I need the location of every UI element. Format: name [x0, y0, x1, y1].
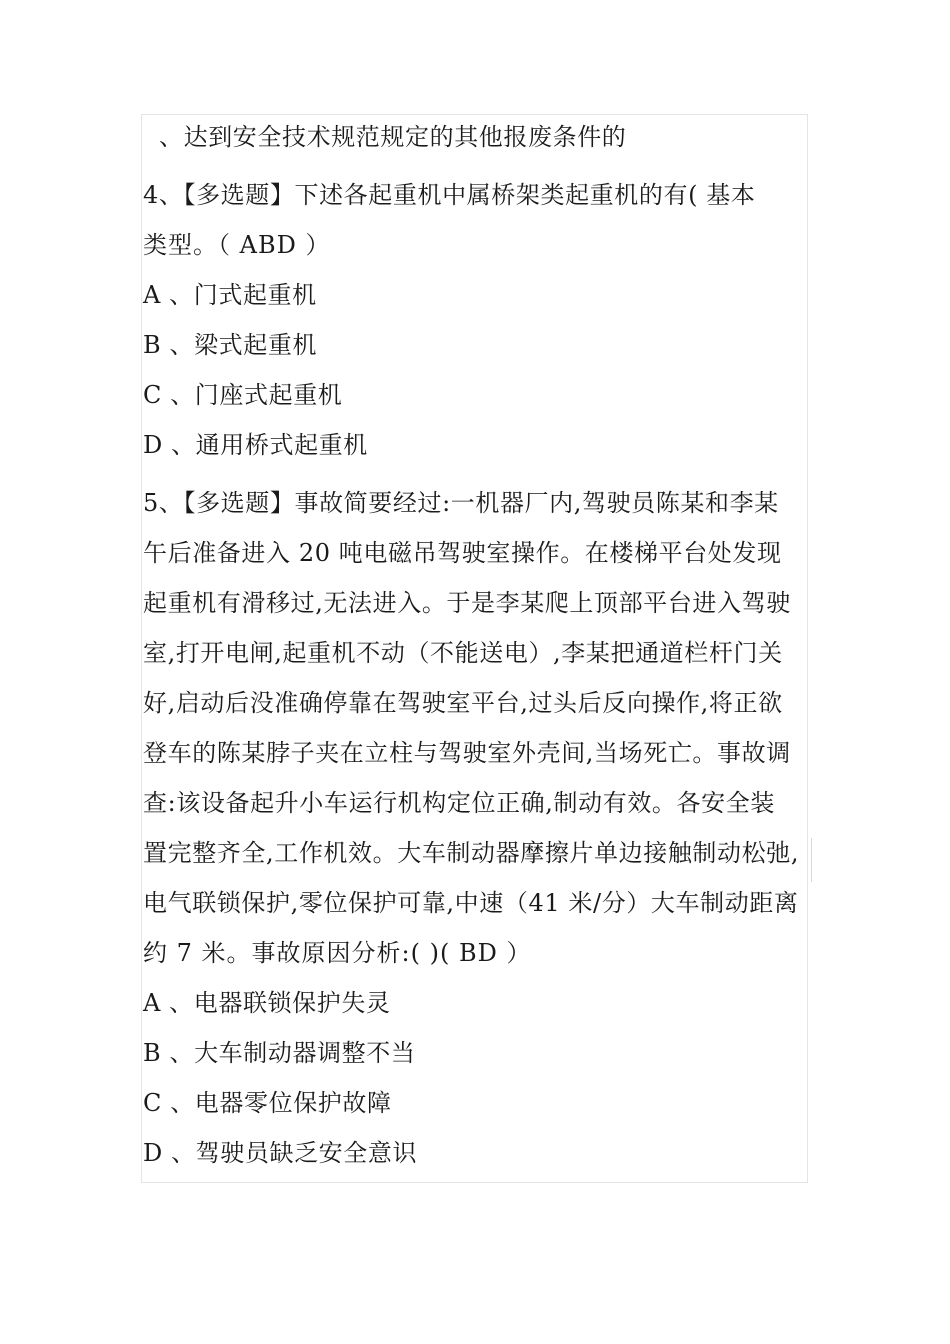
document-body: [143, 112, 807, 1178]
question-5-answer: 约 7 米。事故原因分析:( )( BD ）: [143, 939, 532, 967]
question-5-option-c: C 、电器零位保护故障: [143, 1089, 392, 1117]
option-line: 、达到安全技术规范规定的其他报废条件的: [159, 123, 627, 151]
question-4-stem: 4、【多选题】下述各起重机中属桥架类起重机的有( 基本: [143, 181, 756, 209]
question-5-stem: 午后准备进入 20 吨电磁吊驾驶室操作。在楼梯平台处发现: [143, 539, 782, 567]
question-5-stem: 登车的陈某脖子夹在立柱与驾驶室外壳间,当场死亡。事故调: [143, 739, 791, 767]
question-4-option-c: C 、门座式起重机: [143, 381, 343, 409]
question-5-option-a: A 、电器联锁保护失灵: [143, 989, 391, 1017]
question-4-answer: 类型。（ ABD ）: [143, 231, 331, 259]
question-5-stem: 电气联锁保护,零位保护可靠,中速（41 米/分）大车制动距离: [143, 889, 799, 917]
question-5-stem: 起重机有滑移过,无法进入。于是李某爬上顶部平台进入驾驶: [143, 589, 791, 617]
question-4-option-b: B 、梁式起重机: [143, 331, 318, 359]
question-5-stem: 置完整齐全,工作机效。大车制动器摩擦片单边接触制动松弛,: [143, 839, 800, 867]
question-5-stem: 5、【多选题】事故简要经过:一机器厂内,驾驶员陈某和李某: [143, 489, 779, 517]
question-5-option-b: B 、大车制动器调整不当: [143, 1039, 416, 1067]
question-4-option-d: D 、通用桥式起重机: [143, 431, 368, 459]
question-5-option-d: D 、驾驶员缺乏安全意识: [143, 1139, 418, 1167]
question-5-stem: 室,打开电闸,起重机不动（不能送电）,李某把通道栏杆门关: [143, 639, 783, 667]
question-5-stem: 好,启动后没准确停靠在驾驶室平台,过头后反向操作,将正欲: [143, 689, 783, 717]
question-5-stem: 查:该设备起升小车运行机构定位正确,制动有效。各安全装: [143, 789, 775, 817]
question-4-option-a: A 、门式起重机: [143, 281, 317, 309]
